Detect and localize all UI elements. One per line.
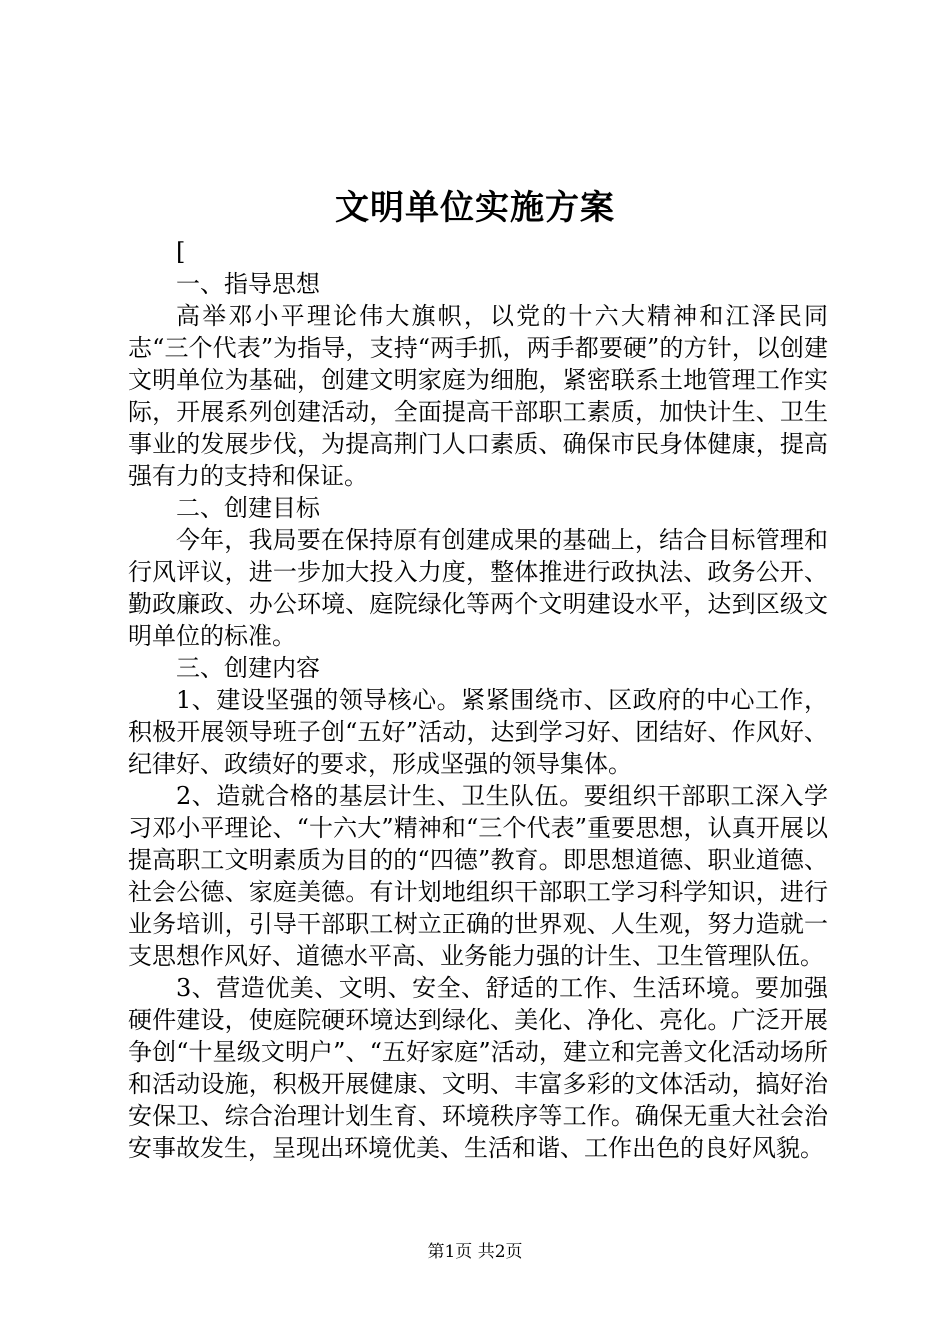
paragraph-guiding-ideology: 高举邓小平理论伟大旗帜，以党的十六大精神和江泽民同志“三个代表”为指导，支持“两手抓，两手都要硬”的方针，以创建文明单位为基础，创建文明家庭为细胞，紧密联系土地管理工作实际，开展系列创建活动，全面提高干部职工素质，加快计生、卫生事业的发展步伐，为提高荆门人口素质、确保市民身体健康，提高强有力的支持和保证。 [128,302,828,490]
page-footer: 第1页 共2页 [427,1242,523,1262]
paragraph-content-item-1: 1、建设坚强的领导核心。紧紧围绕市、区政府的中心工作，积极开展领导班子创“五好”活动，达到学习好、团结好、作风好、纪律好、政绩好的要求，形成坚强的领导集体。 [128,686,828,778]
section-heading-guiding-ideology: 一、指导思想 [176,270,320,298]
paragraph-bracket: [ [176,238,186,266]
section-heading-content: 三、创建内容 [176,654,320,682]
document-title: 文明单位实施方案 [335,188,615,228]
paragraph-goals: 今年，我局要在保持原有创建成果的基础上，结合目标管理和行风评议，进一步加大投入力度，整体推进行政执法、政务公开、勤政廉政、办公环境、庭院绿化等两个文明建设水平，达到区级文明单位的标准。 [128,526,828,650]
paragraph-content-item-2: 2、造就合格的基层计生、卫生队伍。要组织干部职工深入学习邓小平理论、“十六大”精神和“三个代表”重要思想，认真开展以提高职工文明素质为目的的“四德”教育。即思想道德、职业道德、社会公德、家庭美德。有计划地组织干部职工学习科学知识，进行业务培训，引导干部职工树立正确的世界观、人生观，努力造就一支思想作风好、道德水平高、业务能力强的计生、卫生管理队伍。 [128,782,828,970]
paragraph-content-item-3: 3、营造优美、文明、安全、舒适的工作、生活环境。要加强硬件建设，使庭院硬环境达到绿化、美化、净化、亮化。广泛开展争创“十星级文明户”、“五好家庭”活动，建立和完善文化活动场所和活动设施，积极开展健康、文明、丰富多彩的文体活动，搞好治安保卫、综合治理计划生育、环境秩序等工作。确保无重大社会治安事故发生，呈现出环境优美、生活和谐、工作出色的良好风貌。 [128,974,828,1162]
document-body [128,236,828,1164]
section-heading-goals: 二、创建目标 [176,494,320,522]
